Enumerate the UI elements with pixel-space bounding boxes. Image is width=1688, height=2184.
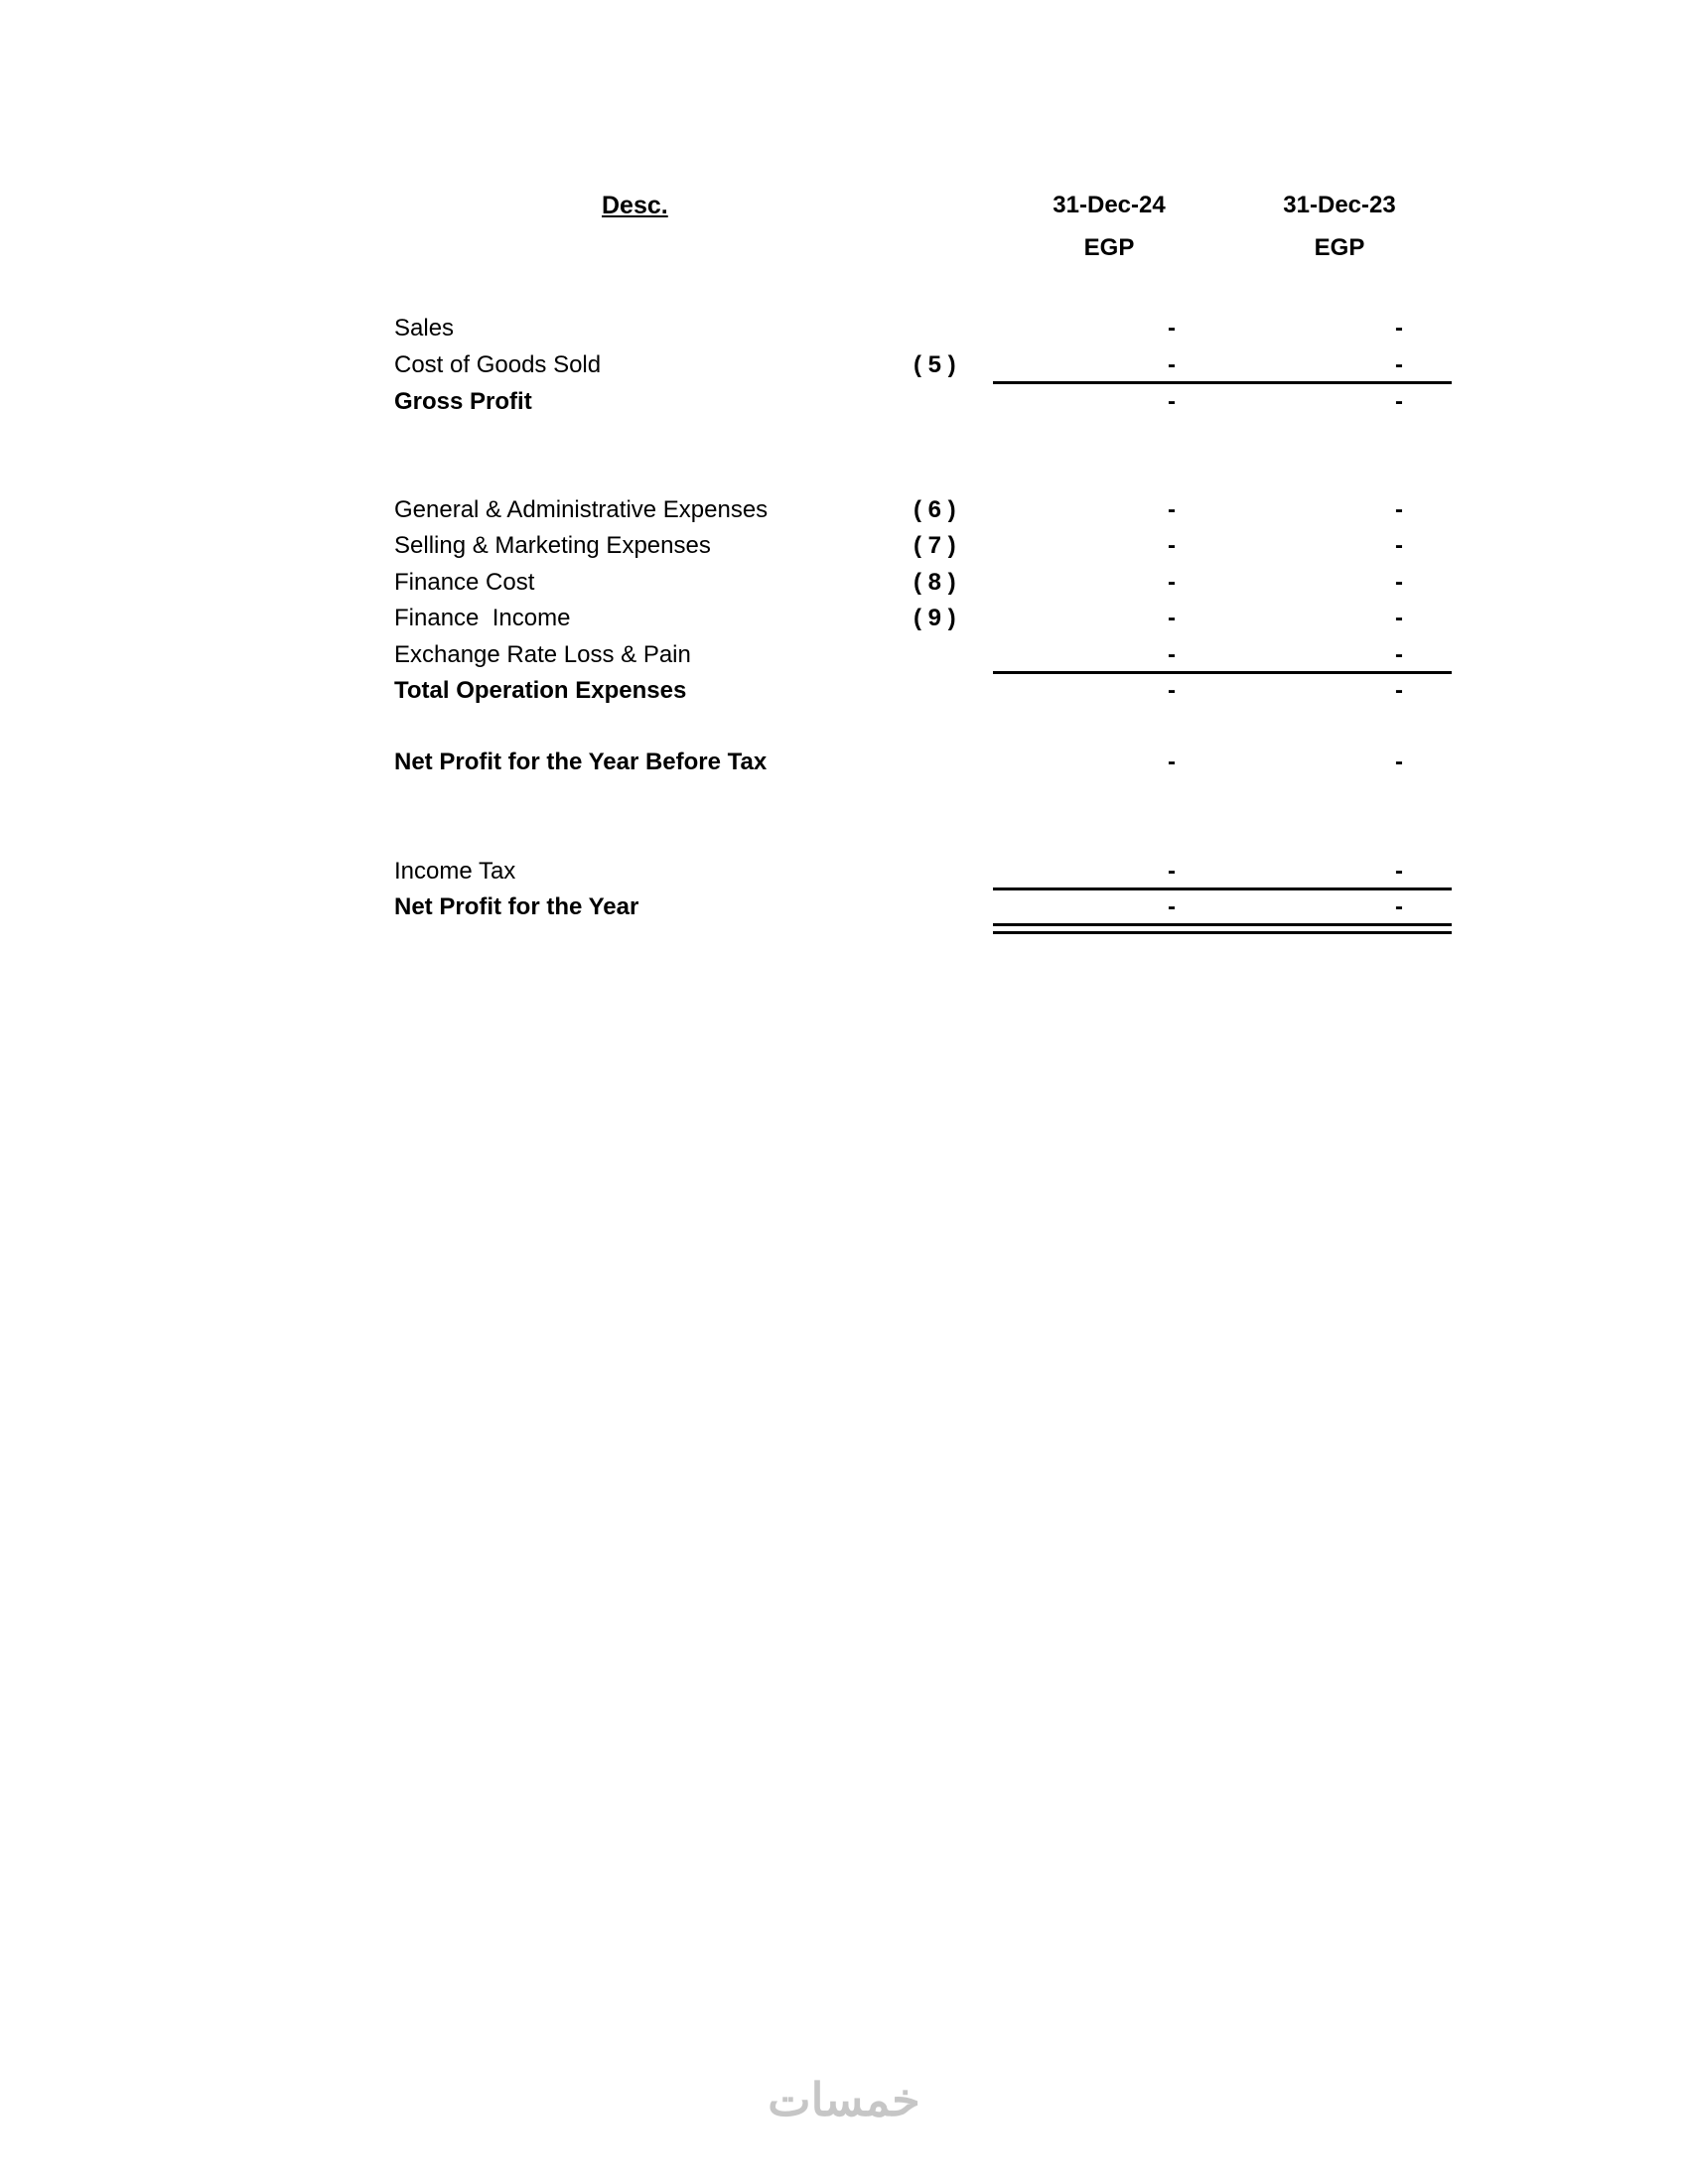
row-label: Income Tax bbox=[394, 858, 516, 885]
subtotal-rule bbox=[993, 381, 1452, 384]
row-value-2023: - bbox=[1395, 605, 1403, 631]
table-row-net-profit-for-year bbox=[0, 892, 1688, 924]
row-value-2023: - bbox=[1395, 315, 1403, 341]
column-header-date-2023: 31-Dec-23 bbox=[1283, 192, 1396, 218]
table-row-cost-of-goods-sold bbox=[0, 350, 1688, 382]
khamsat-watermark: خمسات bbox=[768, 2074, 920, 2125]
table-row-sales bbox=[0, 314, 1688, 345]
column-header-currency-2024: EGP bbox=[1083, 234, 1135, 261]
table-row-finance-income bbox=[0, 604, 1688, 635]
row-value-2024: - bbox=[1168, 315, 1176, 341]
row-value-2023: - bbox=[1395, 569, 1403, 596]
row-label: Net Profit for the Year Before Tax bbox=[394, 749, 768, 775]
row-value-2024: - bbox=[1168, 858, 1176, 885]
row-label: Cost of Goods Sold bbox=[394, 351, 602, 378]
table-row-gross-profit bbox=[0, 387, 1688, 419]
row-note: ( 8 ) bbox=[914, 569, 956, 596]
row-note: ( 9 ) bbox=[914, 605, 956, 631]
row-label: Finance Income bbox=[394, 605, 571, 631]
row-value-2024: - bbox=[1168, 605, 1176, 631]
table-row-exchange-rate-loss bbox=[0, 640, 1688, 672]
column-header-currency-2023: EGP bbox=[1314, 234, 1365, 261]
table-row-total-operation-expenses bbox=[0, 676, 1688, 708]
row-note: ( 7 ) bbox=[914, 532, 956, 559]
table-row-selling-marketing-expenses bbox=[0, 531, 1688, 563]
row-note: ( 5 ) bbox=[914, 351, 956, 378]
row-label: Net Profit for the Year bbox=[394, 893, 639, 920]
row-label: Sales bbox=[394, 315, 455, 341]
row-value-2023: - bbox=[1395, 677, 1403, 704]
row-value-2023: - bbox=[1395, 749, 1403, 775]
row-note: ( 6 ) bbox=[914, 496, 956, 523]
table-row-net-profit-before-tax bbox=[0, 748, 1688, 779]
column-header-date-2024: 31-Dec-24 bbox=[1053, 192, 1166, 218]
row-label: General & Administrative Expenses bbox=[394, 496, 769, 523]
row-value-2023: - bbox=[1395, 388, 1403, 415]
row-value-2024: - bbox=[1168, 677, 1176, 704]
row-label: Finance Cost bbox=[394, 569, 535, 596]
desc-header: Desc. bbox=[602, 192, 668, 219]
row-label: Selling & Marketing Expenses bbox=[394, 532, 711, 559]
row-value-2024: - bbox=[1168, 893, 1176, 920]
row-value-2024: - bbox=[1168, 749, 1176, 775]
row-label: Exchange Rate Loss & Pain bbox=[394, 641, 691, 668]
row-value-2024: - bbox=[1168, 569, 1176, 596]
table-row-general-admin-expenses bbox=[0, 495, 1688, 527]
subtotal-rule bbox=[993, 887, 1452, 890]
row-value-2024: - bbox=[1168, 532, 1176, 559]
row-value-2023: - bbox=[1395, 532, 1403, 559]
row-label: Total Operation Expenses bbox=[394, 677, 687, 704]
table-row-income-tax bbox=[0, 857, 1688, 888]
row-value-2023: - bbox=[1395, 641, 1403, 668]
row-value-2024: - bbox=[1168, 641, 1176, 668]
row-value-2023: - bbox=[1395, 893, 1403, 920]
subtotal-rule bbox=[993, 671, 1452, 674]
table-row-finance-cost bbox=[0, 568, 1688, 600]
row-value-2023: - bbox=[1395, 496, 1403, 523]
row-value-2024: - bbox=[1168, 496, 1176, 523]
row-value-2024: - bbox=[1168, 388, 1176, 415]
row-value-2023: - bbox=[1395, 858, 1403, 885]
row-value-2023: - bbox=[1395, 351, 1403, 378]
grand-total-double-rule bbox=[993, 923, 1452, 934]
row-value-2024: - bbox=[1168, 351, 1176, 378]
row-label: Gross Profit bbox=[394, 388, 532, 415]
